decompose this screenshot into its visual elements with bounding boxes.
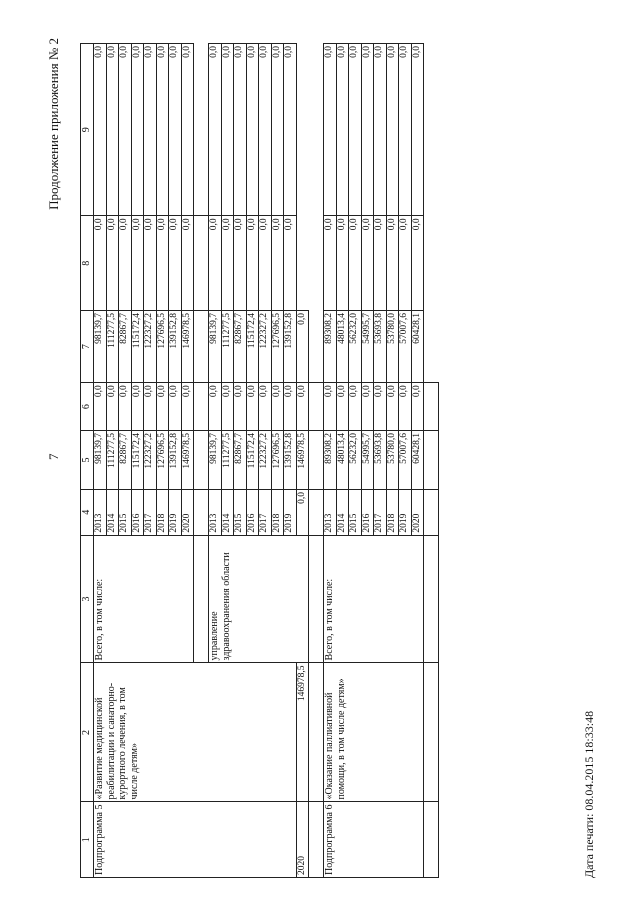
value-cell: 0,0 bbox=[399, 43, 412, 215]
value-cell: 0,0 bbox=[386, 43, 399, 215]
value-cell: 0,0 bbox=[324, 382, 337, 430]
value-cell: 53693,8 bbox=[374, 430, 387, 489]
year-cell: 2015 bbox=[349, 489, 362, 535]
year-cell: 2014 bbox=[221, 489, 234, 535]
value-cell: 0,0 bbox=[106, 215, 119, 310]
value-cell: 146978,5 bbox=[181, 430, 194, 489]
value-cell: 60428,1 bbox=[411, 310, 424, 382]
value-cell: 0,0 bbox=[361, 382, 374, 430]
value-cell: 57007,6 bbox=[399, 430, 412, 489]
value-cell: 98139,7 bbox=[94, 430, 107, 489]
funding-source-label: Всего, в том числе: bbox=[94, 535, 194, 663]
value-cell: 0,0 bbox=[284, 215, 297, 310]
value-cell: 0,0 bbox=[246, 215, 259, 310]
col-num-3: 3 bbox=[81, 535, 94, 663]
value-cell: 0,0 bbox=[131, 382, 144, 430]
value-cell: 127696,5 bbox=[271, 310, 284, 382]
year-cell: 2014 bbox=[106, 489, 119, 535]
empty-cell bbox=[424, 430, 439, 489]
value-cell: 0,0 bbox=[411, 382, 424, 430]
year-cell: 2017 bbox=[259, 489, 272, 535]
year-cell: 2015 bbox=[119, 489, 132, 535]
year-cell: 2019 bbox=[169, 489, 182, 535]
value-cell: 127696,5 bbox=[156, 310, 169, 382]
table-body bbox=[94, 43, 439, 877]
value-cell: 0,0 bbox=[296, 382, 309, 430]
value-cell: 53780,0 bbox=[386, 310, 399, 382]
value-cell: 0,0 bbox=[169, 43, 182, 215]
year-cell: 2013 bbox=[209, 489, 222, 535]
value-cell: 0,0 bbox=[94, 382, 107, 430]
value-cell: 122327,2 bbox=[259, 430, 272, 489]
value-cell: 0,0 bbox=[131, 215, 144, 310]
value-cell: 122327,2 bbox=[144, 310, 157, 382]
spacer-row bbox=[309, 43, 324, 877]
value-cell: 82867,7 bbox=[234, 430, 247, 489]
empty-cell bbox=[194, 535, 209, 663]
empty-cell bbox=[194, 382, 209, 430]
value-cell: 0,0 bbox=[361, 215, 374, 310]
value-cell: 127696,5 bbox=[156, 430, 169, 489]
empty-cell bbox=[424, 489, 439, 535]
value-cell: 82867,7 bbox=[234, 310, 247, 382]
value-cell: 0,0 bbox=[386, 215, 399, 310]
value-cell: 115172,4 bbox=[246, 310, 259, 382]
value-cell: 0,0 bbox=[411, 43, 424, 215]
page-heading: Продолжение приложения № 2 bbox=[46, 37, 61, 210]
subprogram-name: «Оказание паллиативной помощи, в том числе детям» bbox=[324, 662, 424, 801]
year-cell: 2017 bbox=[144, 489, 157, 535]
year-cell: 2013 bbox=[324, 489, 337, 535]
value-cell: 0,0 bbox=[336, 43, 349, 215]
value-cell: 0,0 bbox=[349, 215, 362, 310]
value-cell: 89308,2 bbox=[324, 310, 337, 382]
value-cell: 127696,5 bbox=[271, 430, 284, 489]
value-cell: 0,0 bbox=[234, 382, 247, 430]
empty-cell bbox=[194, 310, 209, 382]
value-cell: 0,0 bbox=[156, 382, 169, 430]
subprogram-name: «Развитие медицинской реабилитации и санаторно-курортного лечения, в том числе детям» bbox=[94, 662, 297, 801]
col-num-2: 2 bbox=[81, 662, 94, 801]
year-cell: 2014 bbox=[336, 489, 349, 535]
value-cell: 146978,5 bbox=[181, 310, 194, 382]
value-cell: 0,0 bbox=[411, 215, 424, 310]
year-cell: 2016 bbox=[361, 489, 374, 535]
value-cell: 89308,2 bbox=[324, 430, 337, 489]
value-cell: 0,0 bbox=[296, 310, 309, 382]
col-num-4: 4 bbox=[81, 489, 94, 535]
value-cell: 0,0 bbox=[349, 382, 362, 430]
value-cell: 60428,1 bbox=[411, 430, 424, 489]
value-cell: 0,0 bbox=[374, 215, 387, 310]
value-cell: 0,0 bbox=[374, 382, 387, 430]
year-cell: 2020 bbox=[181, 489, 194, 535]
table-row bbox=[94, 43, 107, 877]
value-cell: 0,0 bbox=[221, 43, 234, 215]
value-cell: 122327,2 bbox=[144, 430, 157, 489]
value-cell: 115172,4 bbox=[131, 310, 144, 382]
value-cell: 0,0 bbox=[221, 382, 234, 430]
year-cell: 2018 bbox=[271, 489, 284, 535]
value-cell: 122327,2 bbox=[259, 310, 272, 382]
column-number-row bbox=[81, 43, 94, 877]
spacer-row bbox=[424, 43, 439, 877]
value-cell: 0,0 bbox=[324, 43, 337, 215]
value-cell: 0,0 bbox=[386, 382, 399, 430]
empty-cell bbox=[309, 662, 324, 801]
empty-cell bbox=[424, 535, 439, 663]
empty-cell bbox=[309, 535, 324, 663]
value-cell: 139152,8 bbox=[284, 310, 297, 382]
value-cell: 146978,5 bbox=[296, 430, 309, 489]
value-cell: 53693,8 bbox=[374, 310, 387, 382]
year-cell: 2019 bbox=[284, 489, 297, 535]
value-cell: 0,0 bbox=[246, 43, 259, 215]
value-cell: 115172,4 bbox=[131, 430, 144, 489]
year-cell: 2017 bbox=[374, 489, 387, 535]
value-cell: 0,0 bbox=[181, 382, 194, 430]
value-cell: 0,0 bbox=[119, 382, 132, 430]
value-cell: 48013,4 bbox=[336, 310, 349, 382]
value-cell: 0,0 bbox=[271, 43, 284, 215]
value-cell: 48013,4 bbox=[336, 430, 349, 489]
value-cell: 0,0 bbox=[94, 43, 107, 215]
value-cell: 0,0 bbox=[221, 215, 234, 310]
value-cell: 0,0 bbox=[169, 382, 182, 430]
empty-cell bbox=[194, 215, 209, 310]
year-cell: 2020 bbox=[411, 489, 424, 535]
empty-cell bbox=[194, 489, 209, 535]
value-cell: 56232,0 bbox=[349, 310, 362, 382]
value-cell: 0,0 bbox=[259, 43, 272, 215]
value-cell: 98139,7 bbox=[94, 310, 107, 382]
col-num-1: 1 bbox=[81, 801, 94, 877]
col-num-6: 6 bbox=[81, 382, 94, 430]
value-cell: 0,0 bbox=[361, 43, 374, 215]
value-cell: 0,0 bbox=[284, 43, 297, 215]
value-cell: 0,0 bbox=[209, 215, 222, 310]
empty-cell bbox=[309, 801, 324, 877]
value-cell: 0,0 bbox=[336, 382, 349, 430]
value-cell: 146978,5 bbox=[296, 662, 309, 801]
value-cell: 0,0 bbox=[349, 43, 362, 215]
value-cell: 98139,7 bbox=[209, 310, 222, 382]
value-cell: 0,0 bbox=[181, 43, 194, 215]
value-cell: 139152,8 bbox=[284, 430, 297, 489]
funding-source-label: управление здравоохранения области bbox=[209, 535, 309, 663]
value-cell: 0,0 bbox=[144, 215, 157, 310]
value-cell: 0,0 bbox=[246, 382, 259, 430]
value-cell: 57007,6 bbox=[399, 310, 412, 382]
value-cell: 0,0 bbox=[119, 215, 132, 310]
value-cell: 54995,7 bbox=[361, 430, 374, 489]
value-cell: 0,0 bbox=[234, 215, 247, 310]
value-cell: 0,0 bbox=[156, 215, 169, 310]
value-cell: 53780,0 bbox=[386, 430, 399, 489]
col-num-7: 7 bbox=[81, 310, 94, 382]
value-cell: 0,0 bbox=[144, 43, 157, 215]
value-cell: 0,0 bbox=[106, 382, 119, 430]
value-cell: 0,0 bbox=[209, 43, 222, 215]
value-cell: 0,0 bbox=[131, 43, 144, 215]
year-cell: 2018 bbox=[156, 489, 169, 535]
value-cell: 111277,5 bbox=[221, 430, 234, 489]
rotated-page bbox=[40, 28, 600, 878]
value-cell: 115172,4 bbox=[246, 430, 259, 489]
value-cell: 111277,5 bbox=[221, 310, 234, 382]
empty-cell bbox=[309, 489, 324, 535]
empty-cell bbox=[424, 801, 439, 877]
col-num-9: 9 bbox=[81, 43, 94, 215]
col-num-8: 8 bbox=[81, 215, 94, 310]
empty-cell bbox=[194, 430, 209, 489]
value-cell: 0,0 bbox=[169, 215, 182, 310]
value-cell: 82867,7 bbox=[119, 430, 132, 489]
value-cell: 0,0 bbox=[284, 382, 297, 430]
subprogram-label: Подпрограмма 6 bbox=[324, 801, 424, 877]
value-cell: 0,0 bbox=[296, 489, 309, 535]
year-cell: 2019 bbox=[399, 489, 412, 535]
value-cell: 0,0 bbox=[259, 382, 272, 430]
funding-source-label: Всего, в том числе: bbox=[324, 535, 424, 663]
empty-cell bbox=[309, 430, 324, 489]
value-cell: 111277,5 bbox=[106, 310, 119, 382]
value-cell: 0,0 bbox=[324, 215, 337, 310]
empty-cell bbox=[424, 382, 439, 430]
value-cell: 0,0 bbox=[144, 382, 157, 430]
value-cell: 0,0 bbox=[156, 43, 169, 215]
year-cell: 2016 bbox=[246, 489, 259, 535]
value-cell: 54995,7 bbox=[361, 310, 374, 382]
value-cell: 82867,7 bbox=[119, 310, 132, 382]
year-cell: 2015 bbox=[234, 489, 247, 535]
value-cell: 0,0 bbox=[234, 43, 247, 215]
value-cell: 0,0 bbox=[374, 43, 387, 215]
value-cell: 0,0 bbox=[271, 215, 284, 310]
value-cell: 0,0 bbox=[94, 215, 107, 310]
value-cell: 0,0 bbox=[259, 215, 272, 310]
year-cell: 2020 bbox=[296, 801, 309, 877]
year-cell: 2013 bbox=[94, 489, 107, 535]
subprogram-label: Подпрограмма 5 bbox=[94, 801, 297, 877]
value-cell: 0,0 bbox=[336, 215, 349, 310]
year-cell: 2018 bbox=[386, 489, 399, 535]
value-cell: 0,0 bbox=[181, 215, 194, 310]
page-number: 7 bbox=[46, 453, 61, 460]
value-cell: 139152,8 bbox=[169, 310, 182, 382]
table-row bbox=[296, 43, 309, 877]
col-num-5: 5 bbox=[81, 430, 94, 489]
budget-table bbox=[80, 43, 439, 878]
value-cell: 0,0 bbox=[106, 43, 119, 215]
value-cell: 111277,5 bbox=[106, 430, 119, 489]
value-cell: 0,0 bbox=[209, 382, 222, 430]
empty-cell bbox=[424, 662, 439, 801]
value-cell: 98139,7 bbox=[209, 430, 222, 489]
empty-cell bbox=[309, 382, 324, 430]
value-cell: 0,0 bbox=[399, 382, 412, 430]
value-cell: 0,0 bbox=[119, 43, 132, 215]
print-date: Дата печати: 08.04.2015 18:33:48 bbox=[582, 710, 596, 878]
value-cell: 0,0 bbox=[399, 215, 412, 310]
year-cell: 2016 bbox=[131, 489, 144, 535]
table-row bbox=[324, 43, 337, 877]
value-cell: 56232,0 bbox=[349, 430, 362, 489]
value-cell: 139152,8 bbox=[169, 430, 182, 489]
value-cell: 0,0 bbox=[271, 382, 284, 430]
